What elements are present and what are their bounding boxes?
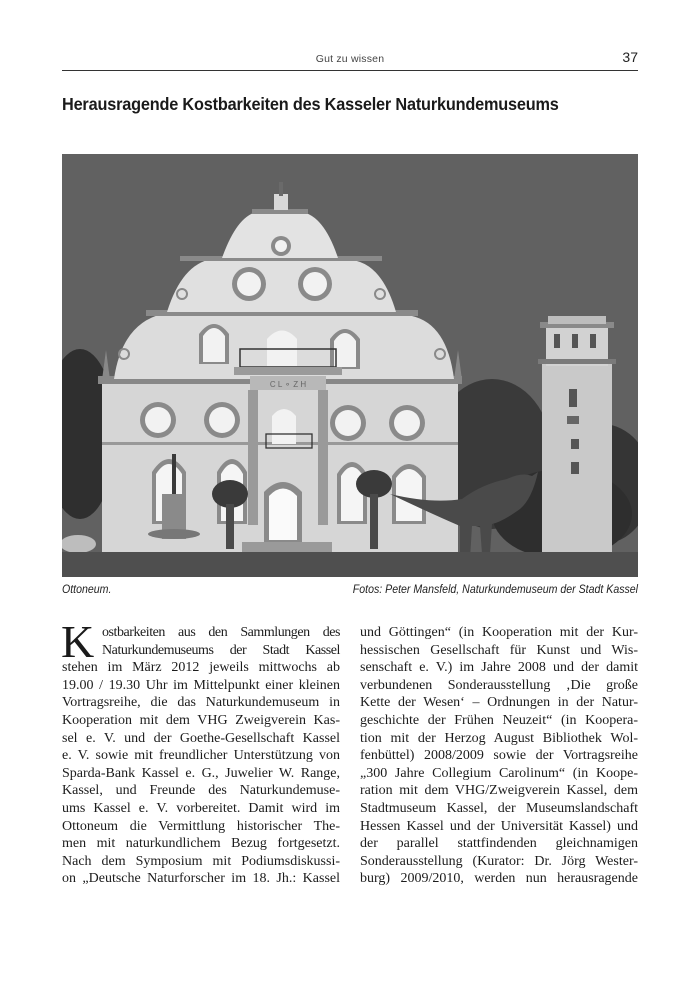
page-number: 37	[622, 49, 638, 65]
text-line: men mit naturkundlichem Bezug fortgesetzt.	[62, 836, 340, 852]
text-line: burg) 2009/2010, werden nun herausragende	[360, 871, 638, 887]
text-line: stehen im März 2012 jeweils mittwochs ab	[62, 660, 340, 676]
text-line: Stadtmuseum Kassel, der Museumslandschaft	[360, 800, 638, 816]
text-line: Sonderausstellung (Kurator: Dr. Jörg Wester-	[360, 853, 638, 869]
text-line: verbundenen Sonderausstellung ‚Die große	[360, 677, 638, 693]
text-line: Kassel, und Freunde des Naturkundemuse-	[62, 783, 340, 799]
ottoneum-photo	[62, 154, 638, 577]
text-line: Naturkundemuseums der Stadt Kassel	[102, 642, 340, 658]
photo-credit: Fotos: Peter Mansfeld, Naturkundemuseum der Stadt Kassel	[352, 584, 638, 596]
text-line: und Göttingen“ (in Kooperation mit der Kur-	[360, 625, 638, 640]
running-title: Gut zu wissen	[315, 53, 385, 65]
text-line: on „Deutsche Naturforscher im 18. Jh.: Kassel	[62, 871, 340, 887]
article-title: Herausragende Kostbarkeiten des Kasseler Naturkundemuseums	[62, 94, 559, 114]
text-line: e. V. sowie mit freundlicher Unterstützung von	[62, 748, 340, 764]
text-line: fenbüttel) 2008/2009 sowie der Vortragsreihe	[360, 748, 638, 764]
text-line: ration mit dem VHG/Zweigverein Kassel, dem	[360, 783, 638, 799]
text-line: tion mit der Herzog August Bibliothek Wol-	[360, 730, 638, 746]
text-line: senschaft e. V.) im Jahre 2008 und der damit	[360, 660, 638, 676]
header-rule	[62, 70, 638, 71]
text-line: Kette der Wesen‘ – Ordnungen in der Natur-	[360, 695, 638, 711]
text-line: Hessen Kassel und der Universität Kassel) und	[360, 818, 638, 834]
text-line: sel e. V. und der Goethe-Gesellschaft Kassel	[62, 730, 340, 746]
text-line: 19.00 / 19.30 Uhr im Mittelpunkt einer kleinen	[62, 677, 340, 693]
text-line: Nach dem Symposium mit Podiumsdiskussi-	[62, 853, 340, 869]
text-line: Kooperation mit dem VHG Zweigverein Kas-	[62, 712, 340, 728]
text-line: geschichte der Frühen Neuzeit“ (in Koopera-	[360, 712, 638, 728]
text-line: ums Kassel e. V. vorbereitet. Damit wird im	[62, 800, 340, 816]
running-header	[62, 50, 638, 70]
facade-inscription: C L ⚬ Z H	[269, 380, 307, 389]
text-line: hessischen Gesellschaft für Kunst und Wis-	[360, 642, 638, 658]
caption-left: Ottoneum.	[62, 584, 112, 596]
tower	[538, 316, 616, 554]
text-line: „300 Jahre Collegium Carolinum“ (in Koope-	[360, 765, 638, 781]
ottoneum-illustration	[62, 154, 638, 577]
text-column-right	[360, 624, 638, 888]
drop-cap: K	[61, 616, 95, 667]
text-line: Sparda-Bank Kassel e. G., Juwelier W. Range,	[62, 765, 340, 781]
text-column-left	[61, 616, 340, 888]
text-line: Vortragsreihe, die das Naturkundemuseum in	[62, 695, 340, 711]
text-line: ostbarkeiten aus den Sammlungen des	[102, 625, 340, 640]
text-line: Ottoneum die Vermittlung historischer The-	[62, 818, 340, 834]
text-line: der parallel stattfindenden gleichnamigen	[360, 836, 638, 852]
